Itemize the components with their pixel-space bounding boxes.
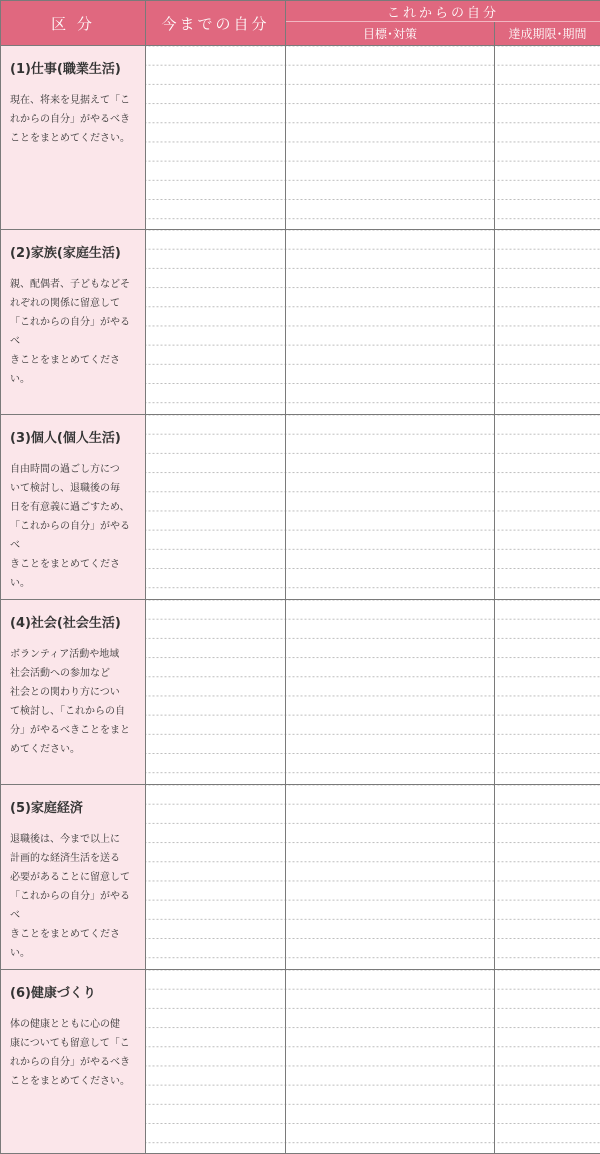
past-self-input[interactable] [146,785,286,970]
category-cell [1,785,146,970]
deadline-input[interactable] [495,970,600,1154]
goals-input[interactable] [286,600,495,785]
category-cell [1,230,146,415]
goals-input[interactable] [286,785,495,970]
goals-input[interactable] [286,230,495,415]
category-title: (6)健康づくり [10,982,139,1001]
category-title: (4)社会(社会生活) [10,612,139,631]
goals-input[interactable] [286,46,495,230]
deadline-input[interactable] [495,600,600,785]
category-cell [1,46,146,230]
category-description: ボランティア活動や地域 社会活動への参加など 社会との関わり方につい て検討し、「これからの自 分」がやるべきことをまと めてください。 [10,645,139,759]
past-self-input[interactable] [146,46,286,230]
goals-input[interactable] [286,970,495,1154]
category-title: (5)家庭経済 [10,797,139,816]
past-self-input[interactable] [146,970,286,1154]
category-title: (3)個人(個人生活) [10,427,139,446]
category-description: 親、配偶者、子どもなどそ れぞれの関係に留意して 「これからの自分」がやるべ きことをまとめてください。 [10,275,139,389]
past-self-input[interactable] [146,230,286,415]
category-description: 現在、将来を見据えて「こ れからの自分」がやるべき ことをまとめてください。 [10,91,139,148]
goals-input[interactable] [286,415,495,600]
category-description: 退職後は、今まで以上に 計画的な経済生活を送る 必要があることに留意して 「これからの自分」がやるべ きことをまとめてください。 [10,830,139,963]
header-deadline: 達成期限･期間 [495,22,600,46]
section-row-family [1,230,600,415]
section-row-work [1,46,600,230]
section-row-social [1,600,600,785]
category-cell [1,600,146,785]
category-description: 体の健康とともに心の健 康についても留意して「こ れからの自分」がやるべき ことをまとめてください。 [10,1015,139,1091]
header-future-self: これからの自分 [286,1,600,22]
header-goals: 目標･対策 [286,22,495,46]
deadline-input[interactable] [495,785,600,970]
category-cell [1,415,146,600]
deadline-input[interactable] [495,415,600,600]
deadline-input[interactable] [495,230,600,415]
category-description: 自由時間の過ごし方につ いて検討し、退職後の毎 日を有意義に過ごすため、 「これからの自分」がやるべ きことをまとめてください。 [10,460,139,593]
section-row-personal [1,415,600,600]
section-row-health [1,970,600,1154]
category-title: (2)家族(家庭生活) [10,242,139,261]
header-past-self: 今までの自分 [146,1,286,46]
category-title: (1)仕事(職業生活) [10,58,139,77]
category-cell [1,970,146,1154]
section-row-household-finance [1,785,600,970]
past-self-input[interactable] [146,415,286,600]
deadline-input[interactable] [495,46,600,230]
header-category: 区 分 [1,1,146,46]
past-self-input[interactable] [146,600,286,785]
